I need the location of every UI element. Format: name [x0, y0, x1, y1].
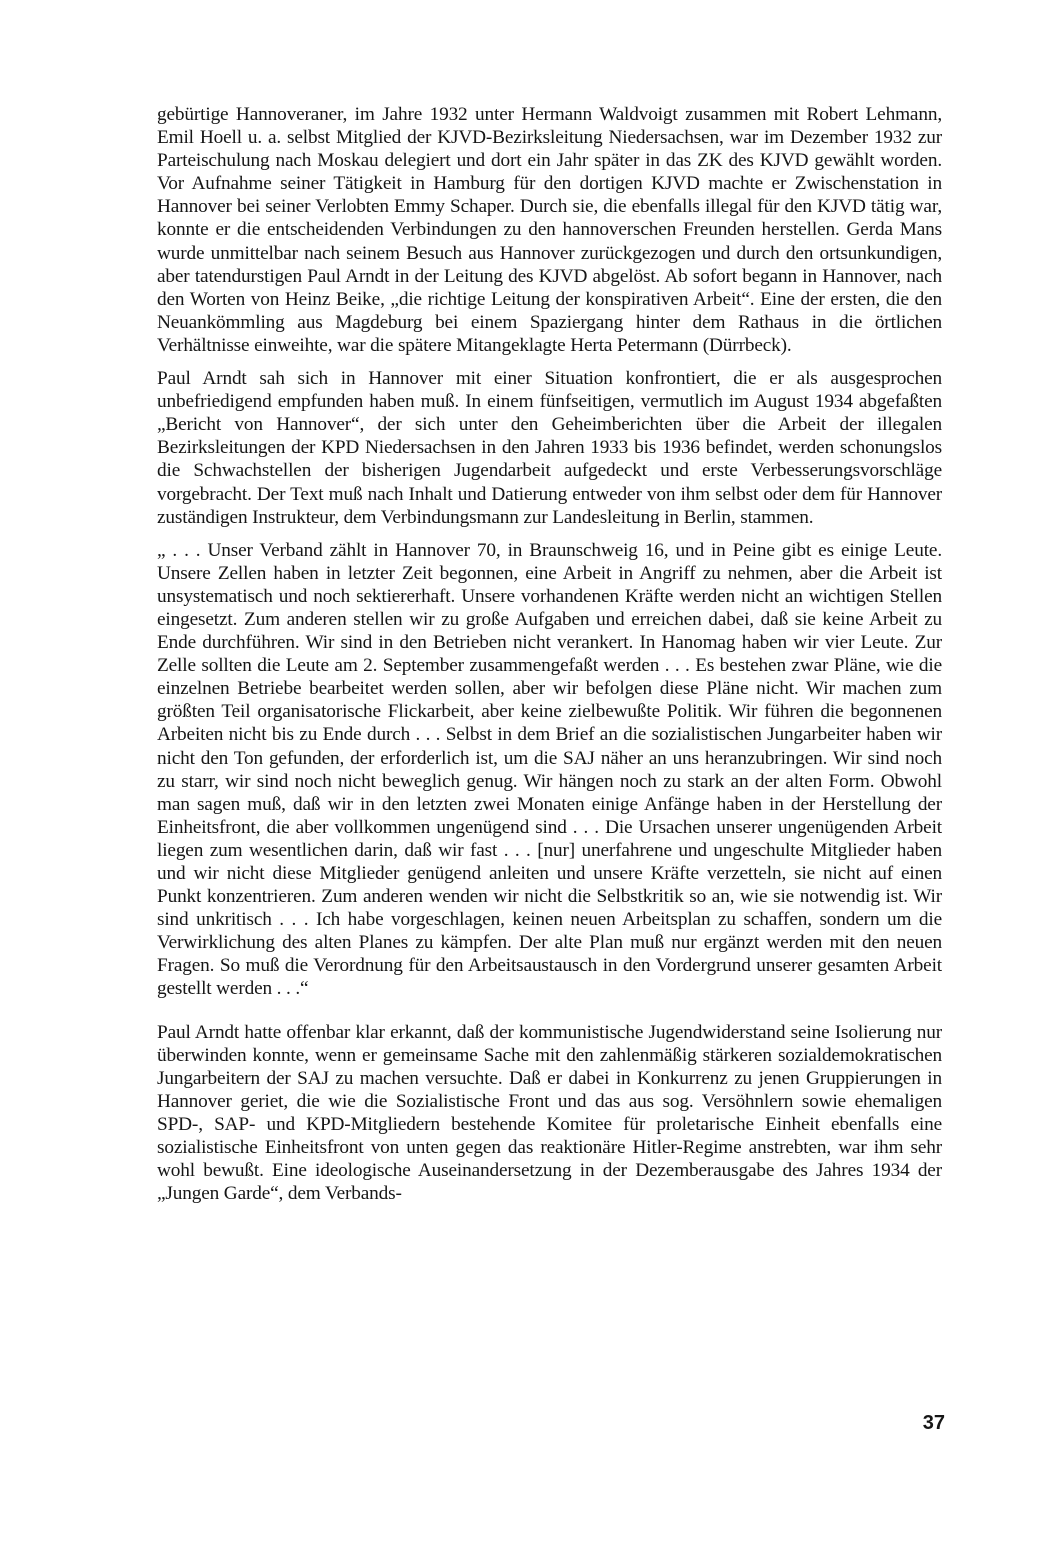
paragraph-report-quote: „ . . . Unser Verband zählt in Hannover 70, in Braunschweig 16, und in Peine gibt es einige Leute. Unsere Zellen haben in letzter Zeit begonnen, eine Arbeit in Angriff zu nehmen, aber die Arbeit ist unsystematisch und noch sektiererhaft. Unsere vorhandenen Kräfte werden nicht an wichtigen Stellen eingesetzt. Zum anderen stellen wir zu große Aufgaben und erreichen dabei, daß sie keine Arbeit zu Ende durchführen. Wir sind in den Betrieben nicht verankert. In Hanomag haben wir vier Leute. Zur Zelle sollten die Leute am 2. September zusammengefaßt werden . . . Es bestehen zwar Pläne, wie die einzelnen Betriebe bearbeitet werden sollen, aber wir befolgen diese Pläne nicht. Wir machen zum größten Teil organisatorische Flickarbeit, aber keine zielbewußte Politik. Wir führen die begonnenen Arbeiten nicht bis zu Ende durch . . . Selbst in dem Brief an die sozialistischen Jungarbeiter haben wir nicht den Ton gefunden, der erforderlich ist, um die SAJ näher an uns heranzubringen. Wir sind noch zu starr, wir sind noch nicht beweglich genug. Wir hängen noch zu stark an der alten Form. Obwohl man sagen muß, daß wir in den letzten zwei Monaten einige Anfänge haben in der Herstellung der Einheitsfront, die aber vollkommen ungenügend sind . . . Die Ursachen unserer ungenügenden Arbeit liegen zum wesentlichen darin, daß wir fast . . . [nur] unerfahrene und ungeschulte Mitglieder haben und wir nicht diese Mitglieder genügend anleiten und unsere Kräfte verzetteln, sie nicht auf einen Punkt konzentrieren. Zum anderen wenden wir nicht die Selbstkritik so an, wie sie notwendig ist. Wir sind unkritisch . . . Ich habe vorgeschlagen, keinen neuen Arbeitsplan zu schaffen, sondern um die Verwirklichung des alten Planes zu kämpfen. Der alte Plan muß nur ergänzt werden mit den neuen Fragen. So muß die Verordnung für den Arbeitsaustausch in den Vordergrund unserer gesamten Arbeit gestellt werden . . .“ — [157, 539, 942, 1000]
page-number: 37 — [922, 1412, 945, 1434]
paragraph-analysis: Paul Arndt hatte offenbar klar erkannt, daß der kommunistische Jugendwiderstand seine Isolierung nur überwinden konnte, wenn er gemeinsame Sache mit den zahlenmäßig stärkeren sozialdemokratischen Jungarbeitern der SAJ zu machen versuchte. Daß er dabei in Konkurrenz zu jenen Gruppierungen in Hannover geriet, die wie die Sozialistische Front und das aus sog. Versöhnlern sowie ehemaligen SPD-, SAP- und KPD-Mitgliedern bestehende Komitee für proletarische Einheit ebenfalls eine sozialistische Einheitsfront von unten gegen das reaktionäre Hitler-Regime anstrebten, war ihm sehr wohl bewußt. Eine ideologische Auseinandersetzung in der Dezemberausgabe des Jahres 1934 der „Jungen Garde“, dem Verbands- — [157, 1021, 942, 1205]
paragraph-biography: gebürtige Hannoveraner, im Jahre 1932 unter Hermann Waldvoigt zusammen mit Robert Lehmann, Emil Hoell u. a. selbst Mitglied der KJVD-Bezirksleitung Niedersachsen, war im Dezember 1932 zur Parteischulung nach Moskau delegiert und dort ein Jahr später in das ZK des KJVD gewählt worden. Vor Aufnahme seiner Tätigkeit in Hamburg für den dortigen KJVD machte er Zwischenstation in Hannover bei seiner Verlobten Emmy Schaper. Durch sie, die ebenfalls illegal für den KJVD tätig war, konnte er die entscheidenden Verbindungen zu den hannoverschen Freunden herstellen. Gerda Mans wurde unmittelbar nach seinem Besuch aus Hannover zurückgezogen und durch den ortsunkundigen, aber tatendurstigen Paul Arndt in der Leitung des KJVD abgelöst. Ab sofort begann in Hannover, nach den Worten von Heinz Beike, „die richtige Leitung der konspirativen Arbeit“. Eine der ersten, die den Neuankömmling aus Magdeburg bei einem Spaziergang hinter dem Rathaus in die örtlichen Verhältnisse einweihte, war die spätere Mitangeklagte Herta Petermann (Dürrbeck). — [157, 104, 942, 356]
body-text — [157, 103, 942, 1215]
paragraph-situation: Paul Arndt sah sich in Hannover mit einer Situation konfrontiert, die er als ausgesprochen unbefriedigend empfunden haben muß. In einem fünfseitigen, vermutlich im August 1934 abgefaßten „Bericht von Hannover“, der sich unter den Geheimberichten über die Arbeit der illegalen Bezirksleitungen der KPD Niedersachsen in den Jahren 1933 bis 1936 befindet, werden schonungslos die Schwachstellen der bisherigen Jugendarbeit aufgedeckt und erste Verbesserungsvorschläge vorgebracht. Der Text muß nach Inhalt und Datierung entweder von ihm selbst oder dem für Hannover zuständigen Instrukteur, dem Verbindungsmann zur Landesleitung in Berlin, stammen. — [157, 368, 942, 528]
